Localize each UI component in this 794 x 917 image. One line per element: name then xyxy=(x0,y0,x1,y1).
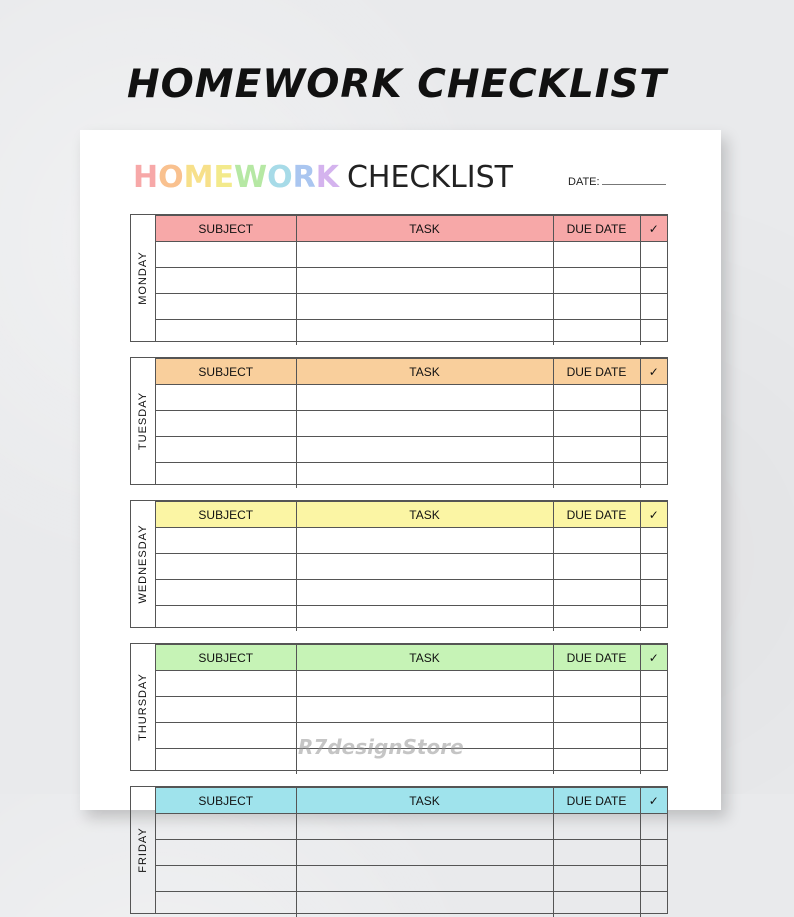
date-line[interactable] xyxy=(602,174,666,185)
title-letter: K xyxy=(316,160,339,195)
subject-header: SUBJECT xyxy=(156,359,296,385)
table-row xyxy=(156,268,667,294)
due-date-cell[interactable] xyxy=(553,411,640,437)
subject-header: SUBJECT xyxy=(156,788,296,814)
due-date-cell[interactable] xyxy=(553,840,640,866)
task-header: TASK xyxy=(296,645,553,671)
subject-cell[interactable] xyxy=(156,723,296,749)
table-row xyxy=(156,411,667,437)
due-date-cell[interactable] xyxy=(553,866,640,892)
task-cell[interactable] xyxy=(296,866,553,892)
table-row xyxy=(156,463,667,489)
day-block-monday xyxy=(130,214,668,342)
subject-cell[interactable] xyxy=(156,411,296,437)
subject-header: SUBJECT xyxy=(156,216,296,242)
check-cell[interactable] xyxy=(640,268,667,294)
subject-cell[interactable] xyxy=(156,606,296,632)
sheet-title-rainbow-word xyxy=(133,160,339,195)
subject-cell[interactable] xyxy=(156,294,296,320)
due-date-cell[interactable] xyxy=(553,437,640,463)
table-row xyxy=(156,840,667,866)
task-cell[interactable] xyxy=(296,242,553,268)
check-cell[interactable] xyxy=(640,814,667,840)
task-cell[interactable] xyxy=(296,697,553,723)
day-block-friday xyxy=(130,786,668,914)
subject-header: SUBJECT xyxy=(156,502,296,528)
subject-cell[interactable] xyxy=(156,892,296,917)
check-cell[interactable] xyxy=(640,697,667,723)
due-date-cell[interactable] xyxy=(553,320,640,346)
table-row xyxy=(156,437,667,463)
table-row xyxy=(156,671,667,697)
title-letter: R xyxy=(293,160,316,195)
title-letter: E xyxy=(213,160,234,195)
task-cell[interactable] xyxy=(296,463,553,489)
due-date-header: DUE DATE xyxy=(553,359,640,385)
table-row xyxy=(156,606,667,632)
table-row xyxy=(156,866,667,892)
subject-cell[interactable] xyxy=(156,528,296,554)
homework-table xyxy=(156,215,667,345)
subject-cell[interactable] xyxy=(156,671,296,697)
due-date-cell[interactable] xyxy=(553,580,640,606)
table-row xyxy=(156,528,667,554)
check-cell[interactable] xyxy=(640,320,667,346)
due-date-cell[interactable] xyxy=(553,697,640,723)
task-cell[interactable] xyxy=(296,580,553,606)
banner-title: HOMEWORK CHECKLIST xyxy=(0,62,794,107)
day-label xyxy=(131,787,156,913)
due-date-cell[interactable] xyxy=(553,671,640,697)
task-cell[interactable] xyxy=(296,671,553,697)
subject-cell[interactable] xyxy=(156,840,296,866)
date-field[interactable] xyxy=(568,174,666,188)
table-row xyxy=(156,814,667,840)
due-date-cell[interactable] xyxy=(553,385,640,411)
due-date-cell[interactable] xyxy=(553,294,640,320)
table-row xyxy=(156,580,667,606)
table-row xyxy=(156,242,667,268)
check-cell[interactable] xyxy=(640,749,667,775)
date-label: DATE: xyxy=(568,176,600,188)
table-row xyxy=(156,294,667,320)
task-cell[interactable] xyxy=(296,411,553,437)
day-label xyxy=(131,644,156,770)
check-cell[interactable] xyxy=(640,437,667,463)
check-cell[interactable] xyxy=(640,866,667,892)
check-header: ✓ xyxy=(640,502,667,528)
subject-header: SUBJECT xyxy=(156,645,296,671)
checklist-sheet xyxy=(80,130,721,810)
day-label-text: TUESDAY xyxy=(137,392,149,450)
task-cell[interactable] xyxy=(296,840,553,866)
day-label xyxy=(131,501,156,627)
day-label xyxy=(131,215,156,341)
header-row xyxy=(156,216,667,242)
task-header: TASK xyxy=(296,216,553,242)
due-date-cell[interactable] xyxy=(553,242,640,268)
title-letter: H xyxy=(133,160,158,195)
check-header: ✓ xyxy=(640,216,667,242)
subject-cell[interactable] xyxy=(156,320,296,346)
check-cell[interactable] xyxy=(640,840,667,866)
day-block-wednesday xyxy=(130,500,668,628)
due-date-cell[interactable] xyxy=(553,723,640,749)
due-date-header: DUE DATE xyxy=(553,645,640,671)
task-cell[interactable] xyxy=(296,385,553,411)
task-cell[interactable] xyxy=(296,268,553,294)
check-cell[interactable] xyxy=(640,554,667,580)
check-cell[interactable] xyxy=(640,528,667,554)
due-date-cell[interactable] xyxy=(553,463,640,489)
day-label xyxy=(131,358,156,484)
task-header: TASK xyxy=(296,502,553,528)
subject-cell[interactable] xyxy=(156,866,296,892)
check-cell[interactable] xyxy=(640,294,667,320)
header-row xyxy=(156,502,667,528)
header-row xyxy=(156,359,667,385)
task-cell[interactable] xyxy=(296,294,553,320)
homework-table xyxy=(156,787,667,917)
task-cell[interactable] xyxy=(296,554,553,580)
table-row xyxy=(156,697,667,723)
subject-cell[interactable] xyxy=(156,814,296,840)
check-cell[interactable] xyxy=(640,580,667,606)
title-letter: M xyxy=(184,160,214,195)
day-label-text: THURSDAY xyxy=(137,673,149,741)
day-block-tuesday xyxy=(130,357,668,485)
due-date-cell[interactable] xyxy=(553,749,640,775)
due-date-header: DUE DATE xyxy=(553,216,640,242)
check-cell[interactable] xyxy=(640,606,667,632)
table-row xyxy=(156,892,667,917)
subject-cell[interactable] xyxy=(156,580,296,606)
sheet-title-checklist: CHECKLIST xyxy=(347,160,513,195)
subject-cell[interactable] xyxy=(156,385,296,411)
check-header: ✓ xyxy=(640,359,667,385)
sheet-title xyxy=(133,160,513,196)
due-date-cell[interactable] xyxy=(553,606,640,632)
subject-cell[interactable] xyxy=(156,242,296,268)
task-cell[interactable] xyxy=(296,814,553,840)
check-header: ✓ xyxy=(640,645,667,671)
task-cell[interactable] xyxy=(296,528,553,554)
check-cell[interactable] xyxy=(640,892,667,917)
subject-cell[interactable] xyxy=(156,463,296,489)
check-cell[interactable] xyxy=(640,463,667,489)
title-letter: O xyxy=(267,160,293,195)
task-header: TASK xyxy=(296,359,553,385)
homework-table xyxy=(156,501,667,631)
task-cell[interactable] xyxy=(296,606,553,632)
check-header: ✓ xyxy=(640,788,667,814)
homework-table xyxy=(156,358,667,488)
subject-cell[interactable] xyxy=(156,268,296,294)
task-cell[interactable] xyxy=(296,320,553,346)
table-row xyxy=(156,385,667,411)
task-cell[interactable] xyxy=(296,892,553,917)
task-cell[interactable] xyxy=(296,437,553,463)
due-date-cell[interactable] xyxy=(553,554,640,580)
due-date-cell[interactable] xyxy=(553,268,640,294)
due-date-header: DUE DATE xyxy=(553,788,640,814)
watermark: R7designStore xyxy=(298,735,464,759)
check-cell[interactable] xyxy=(640,671,667,697)
subject-cell[interactable] xyxy=(156,554,296,580)
due-date-cell[interactable] xyxy=(553,892,640,917)
subject-cell[interactable] xyxy=(156,437,296,463)
subject-cell[interactable] xyxy=(156,749,296,775)
due-date-cell[interactable] xyxy=(553,814,640,840)
check-cell[interactable] xyxy=(640,242,667,268)
check-cell[interactable] xyxy=(640,385,667,411)
title-letter: O xyxy=(158,160,184,195)
due-date-header: DUE DATE xyxy=(553,502,640,528)
task-header: TASK xyxy=(296,788,553,814)
day-label-text: FRIDAY xyxy=(137,827,149,873)
day-label-text: WEDNESDAY xyxy=(137,524,149,603)
check-cell[interactable] xyxy=(640,723,667,749)
check-cell[interactable] xyxy=(640,411,667,437)
subject-cell[interactable] xyxy=(156,697,296,723)
day-label-text: MONDAY xyxy=(137,251,149,304)
table-row xyxy=(156,554,667,580)
header-row xyxy=(156,788,667,814)
due-date-cell[interactable] xyxy=(553,528,640,554)
table-row xyxy=(156,320,667,346)
header-row xyxy=(156,645,667,671)
title-letter: W xyxy=(234,160,267,195)
